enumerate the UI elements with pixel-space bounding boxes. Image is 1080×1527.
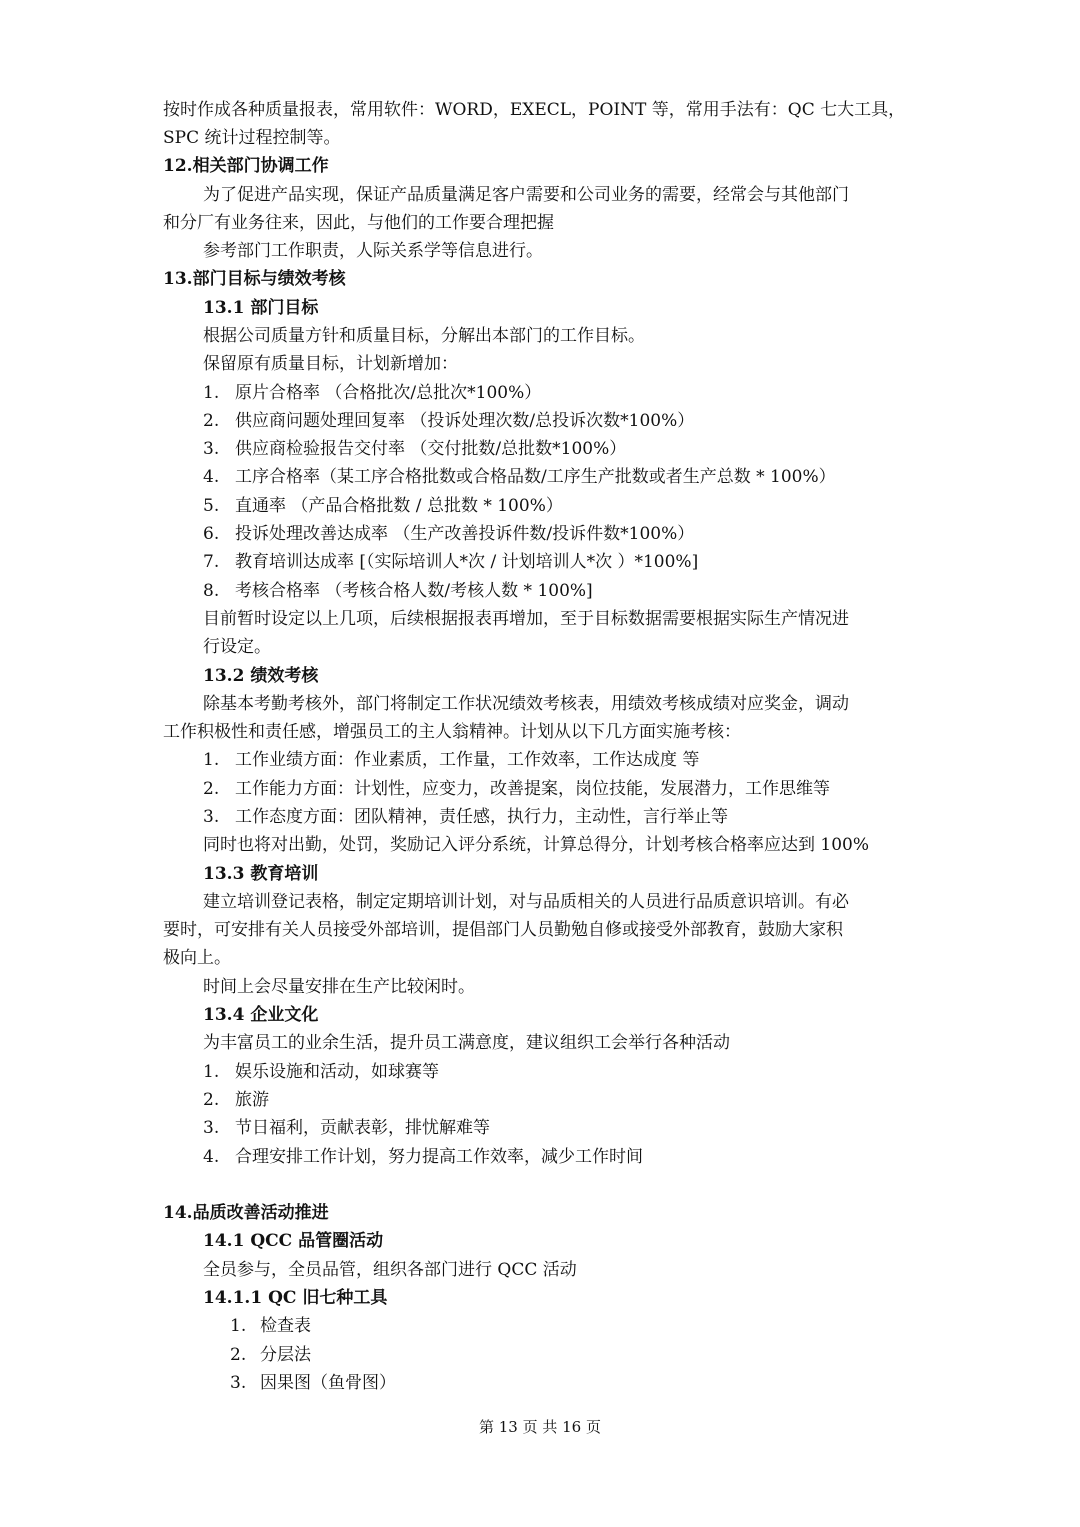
list-number: 2. bbox=[230, 1345, 247, 1365]
section-14-heading: 14.品质改善活动推进 bbox=[163, 1203, 329, 1223]
list-text: 工作业绩方面：作业素质，工作量，工作效率，工作达成度 等 bbox=[235, 750, 700, 770]
list-number: 3. bbox=[203, 439, 220, 459]
list-number: 6. bbox=[203, 524, 220, 544]
list-item bbox=[203, 581, 963, 601]
list-number: 2. bbox=[203, 779, 220, 799]
list-item bbox=[230, 1345, 990, 1365]
list-number: 4. bbox=[203, 467, 220, 487]
list-item bbox=[203, 496, 963, 516]
list-item bbox=[230, 1316, 990, 1336]
section-13-1-para-2: 保留原有质量目标，计划新增加： bbox=[203, 354, 458, 374]
list-text: 投诉处理改善达成率 （生产改善投诉件数/投诉件数*100%） bbox=[235, 524, 695, 544]
list-item bbox=[203, 1118, 963, 1138]
list-number: 1. bbox=[203, 750, 220, 770]
section-13-3-heading: 13.3 教育培训 bbox=[203, 864, 319, 884]
list-text: 节日福利，贡献表彰，排忧解难等 bbox=[235, 1118, 490, 1138]
section-13-1-para-3-line-2: 行设定。 bbox=[203, 637, 271, 657]
list-number: 1. bbox=[203, 1062, 220, 1082]
list-text: 教育培训达成率 [（实际培训人*次 / 计划培训人*次 ）*100%] bbox=[235, 552, 699, 572]
list-text: 工作态度方面：团队精神，责任感，执行力，主动性，言行举止等 bbox=[235, 807, 728, 827]
list-item bbox=[203, 383, 963, 403]
list-number: 3. bbox=[203, 807, 220, 827]
list-item bbox=[203, 552, 963, 572]
list-number: 8. bbox=[203, 581, 220, 601]
intro-line-1: 按时作成各种质量报表，常用软件：WORD，EXECL，POINT 等，常用手法有：QC 七大工具， bbox=[163, 100, 906, 120]
section-14-1-para: 全员参与，全员品管，组织各部门进行 QCC 活动 bbox=[203, 1260, 577, 1280]
list-text: 原片合格率 （合格批次/总批次*100%） bbox=[235, 383, 542, 403]
list-text: 检查表 bbox=[260, 1316, 311, 1336]
section-14-1-1-heading: 14.1.1 QC 旧七种工具 bbox=[203, 1288, 388, 1308]
list-number: 2. bbox=[203, 411, 220, 431]
list-text: 供应商问题处理回复率 （投诉处理次数/总投诉次数*100%） bbox=[235, 411, 695, 431]
section-12-para-2: 参考部门工作职责，人际关系学等信息进行。 bbox=[203, 241, 543, 261]
list-item bbox=[203, 1147, 963, 1167]
list-text: 因果图（鱼骨图） bbox=[260, 1373, 396, 1393]
list-text: 旅游 bbox=[235, 1090, 269, 1110]
section-13-1-heading: 13.1 部门目标 bbox=[203, 298, 319, 318]
list-text: 考核合格率 （考核合格人数/考核人数 * 100%] bbox=[235, 581, 593, 601]
section-13-1-para-1: 根据公司质量方针和质量目标，分解出本部门的工作目标。 bbox=[203, 326, 645, 346]
section-12-para-line-2: 和分厂有业务往来，因此，与他们的工作要合理把握 bbox=[163, 213, 554, 233]
section-13-1-para-3-line-1: 目前暂时设定以上几项，后续根据报表再增加，至于目标数据需要根据实际生产情况进 bbox=[203, 609, 849, 629]
list-item bbox=[203, 750, 963, 770]
list-text: 直通率 （产品合格批数 / 总批数 * 100%） bbox=[235, 496, 563, 516]
section-12-heading: 12.相关部门协调工作 bbox=[163, 156, 329, 176]
list-item bbox=[203, 467, 963, 487]
list-number: 1. bbox=[203, 383, 220, 403]
section-13-heading: 13.部门目标与绩效考核 bbox=[163, 269, 346, 289]
page-footer: 第 13 页 共 16 页 bbox=[478, 1418, 601, 1436]
section-13-2-para-line-1: 除基本考勤考核外，部门将制定工作状况绩效考核表，用绩效考核成绩对应奖金，调动 bbox=[203, 694, 849, 714]
list-item bbox=[203, 524, 963, 544]
list-item bbox=[203, 411, 963, 431]
section-13-2-heading: 13.2 绩效考核 bbox=[203, 666, 319, 686]
list-item bbox=[203, 1090, 963, 1110]
list-item bbox=[203, 1062, 963, 1082]
list-text: 工序合格率（某工序合格批数或合格品数/工序生产批数或者生产总数 * 100%） bbox=[235, 467, 836, 487]
section-14-1-heading: 14.1 QCC 品管圈活动 bbox=[203, 1231, 384, 1251]
list-number: 4. bbox=[203, 1147, 220, 1167]
section-13-4-para: 为丰富员工的业余生活，提升员工满意度，建议组织工会举行各种活动 bbox=[203, 1033, 730, 1053]
section-13-4-heading: 13.4 企业文化 bbox=[203, 1005, 319, 1025]
section-13-2-para-line-2: 工作积极性和责任感，增强员工的主人翁精神。计划从以下几方面实施考核： bbox=[163, 722, 741, 742]
list-number: 7. bbox=[203, 552, 220, 572]
list-item bbox=[203, 439, 963, 459]
section-13-3-para-line-3: 极向上。 bbox=[163, 948, 231, 968]
section-13-3-para-2: 时间上会尽量安排在生产比较闲时。 bbox=[203, 977, 475, 997]
list-item bbox=[203, 779, 963, 799]
list-text: 工作能力方面：计划性，应变力，改善提案，岗位技能，发展潜力，工作思维等 bbox=[235, 779, 830, 799]
section-13-3-para-line-2: 要时，可安排有关人员接受外部培训，提倡部门人员勤勉自修或接受外部教育，鼓励大家积 bbox=[163, 920, 843, 940]
list-number: 3. bbox=[203, 1118, 220, 1138]
list-text: 合理安排工作计划，努力提高工作效率，减少工作时间 bbox=[235, 1147, 643, 1167]
section-13-2-para-2: 同时也将对出勤，处罚，奖励记入评分系统，计算总得分，计划考核合格率应达到 100% bbox=[203, 835, 870, 855]
list-text: 娱乐设施和活动，如球赛等 bbox=[235, 1062, 439, 1082]
list-number: 3. bbox=[230, 1373, 247, 1393]
list-number: 2. bbox=[203, 1090, 220, 1110]
section-13-3-para-line-1: 建立培训登记表格，制定定期培训计划，对与品质相关的人员进行品质意识培训。有必 bbox=[203, 892, 849, 912]
section-12-para-line-1: 为了促进产品实现，保证产品质量满足客户需要和公司业务的需要，经常会与其他部门 bbox=[203, 185, 849, 205]
list-text: 供应商检验报告交付率 （交付批数/总批数*100%） bbox=[235, 439, 627, 459]
list-item bbox=[203, 807, 963, 827]
list-text: 分层法 bbox=[260, 1345, 311, 1365]
list-number: 5. bbox=[203, 496, 220, 516]
intro-line-2: SPC 统计过程控制等。 bbox=[163, 128, 341, 148]
list-number: 1. bbox=[230, 1316, 247, 1336]
list-item bbox=[230, 1373, 990, 1393]
